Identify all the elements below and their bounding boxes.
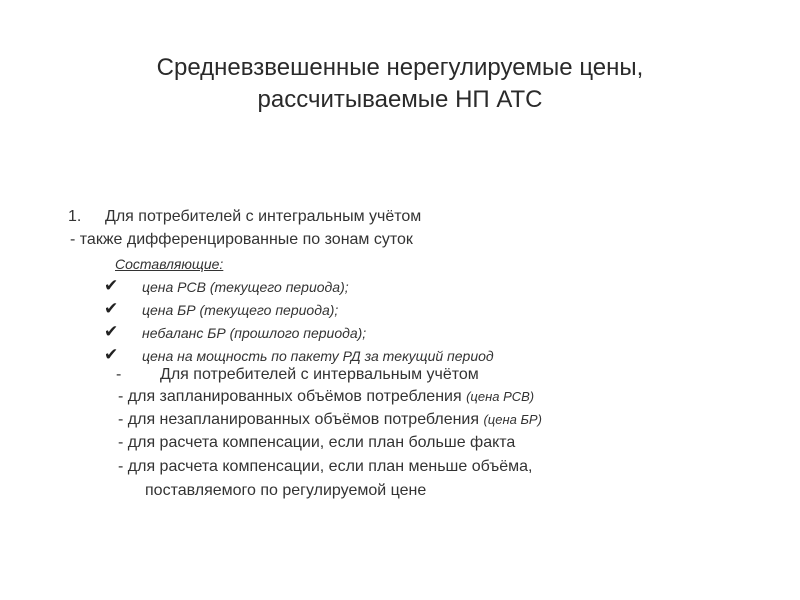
title-line-1: Средневзвешенные нерегулируемые цены, [156,54,644,81]
components-label: Составляющие: [115,256,224,272]
section2-item-text: - для запланированных объёмов потребления [118,388,467,405]
checkmark-icon: ✔ [104,322,119,342]
section2-bullet: - [116,366,122,383]
section2-item [118,457,533,477]
section2-item-text: - для расчета компенсации, если план меньше объёма, [118,458,533,475]
checkmark-icon: ✔ [104,276,119,296]
section2-item [118,387,534,407]
section2-item-note: (цена БР) [483,412,542,427]
section2-item-note: (цена РСВ) [466,389,535,404]
section1-number: 1. [68,208,82,225]
section2-heading: Для потребителей с интервальным учётом [160,366,479,383]
section2-item-text: - для незапланированных объёмов потребления [118,411,484,428]
section2-item-text: - для расчета компенсации, если план больше факта [118,434,516,451]
component-item: цена БР (текущего периода); [142,302,339,318]
section1-subheading: - также дифференцированные по зонам суток [70,231,413,248]
section1-heading: Для потребителей с интегральным учётом [105,208,422,225]
component-item: небаланс БР (прошлого периода); [142,325,367,341]
title-line-2: рассчитываемые НП АТС [257,86,543,113]
section2-item [118,433,515,453]
section2-continuation: поставляемого по регулируемой цене [145,482,427,499]
component-item: цена РСВ (текущего периода); [142,279,349,295]
checkmark-icon: ✔ [104,299,119,319]
checkmark-icon: ✔ [104,345,119,365]
section2-item [118,410,542,430]
component-item: цена на мощность по пакету РД за текущий период [142,348,494,364]
